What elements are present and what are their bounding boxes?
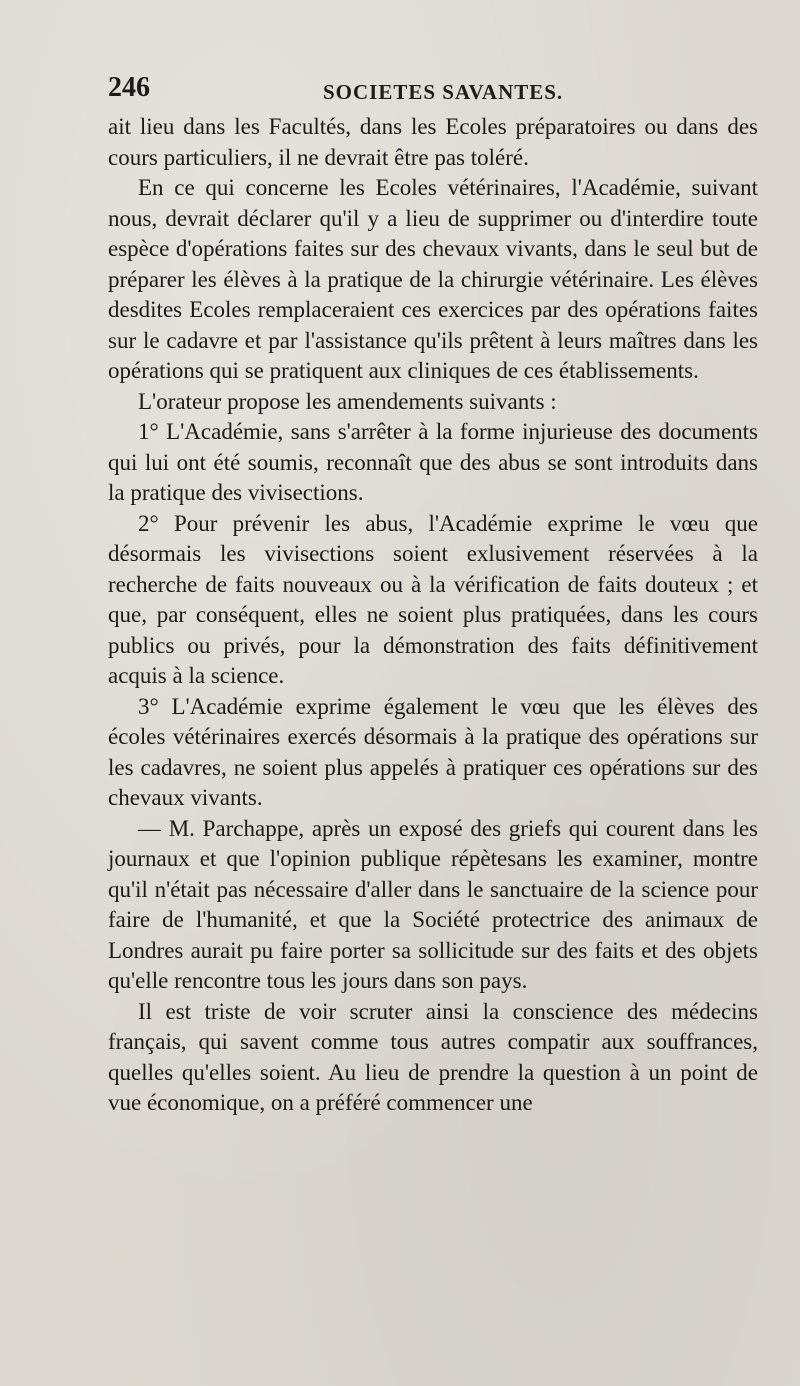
paragraph-1: ait lieu dans les Facultés, dans les Ecoles préparatoires ou dans des cours particuliers, il ne devrait être pas toléré. xyxy=(108,114,758,170)
paragraph-2: En ce qui concerne les Ecoles vétérinaires, l'Académie, suivant nous, devrait déclarer qu'il y a lieu de supprimer ou d'interdire toute espèce d'opérations faites sur des chevaux vivants, dans le seul but de préparer les élèves à la pratique de la chirurgie vétérinaire. Les élèves desdites Ecoles remplaceraient ces exercices par des opérations faites sur le cadavre et par l'assistance qu'ils prêtent à leurs maîtres dans les opérations qui se pratiquent aux cliniques de ces établissements. xyxy=(108,175,758,383)
paragraph-3: L'orateur propose les amendements suivants : xyxy=(138,388,557,414)
page-number: 246 xyxy=(108,72,150,103)
paragraph-4: 1° L'Académie, sans s'arrêter à la forme injurieuse des documents qui lui ont été soumis, reconnaît que des abus se sont introduits dans la pratique des vivisections. xyxy=(108,419,758,505)
body-text xyxy=(108,112,758,1119)
paragraph-7: — M. Parchappe, après un exposé des griefs qui courent dans les journaux et que l'opinion publique répètesans les examiner, montre qu'il n'était pas nécessaire d'aller dans le sanctuaire de la science pour faire de l'humanité, et que la Société protectrice des animaux de Londres aurait pu faire porter sa sollicitude sur des faits et des objets qu'elle rencontre tous les jours dans son pays. xyxy=(108,815,758,993)
paragraph-8: Il est triste de voir scruter ainsi la conscience des médecins français, qui savent comme tous autres compatir aux souffrances, quelles qu'elles soient. Au lieu de prendre la question à un point de vue économique, on a préféré commencer une xyxy=(108,998,758,1115)
page-header xyxy=(108,72,758,112)
paragraph-5: 2° Pour prévenir les abus, l'Académie exprime le vœu que désormais les vivisections soient exlusivement réservées à la recherche de faits nouveaux ou à la vérification de faits douteux ; et que, par conséquent, elles ne soient plus pratiquées, dans les cours publics ou privés, pour la démonstration des faits définitivement acquis à la science. xyxy=(108,510,758,688)
paragraph-6: 3° L'Académie exprime également le vœu que les élèves des écoles vétérinaires exercés désormais à la pratique des opérations sur les cadavres, ne soient plus appelés à pratiquer ces opérations sur des chevaux vivants. xyxy=(108,693,758,810)
running-head: SOCIETES SAVANTES. xyxy=(323,80,564,104)
